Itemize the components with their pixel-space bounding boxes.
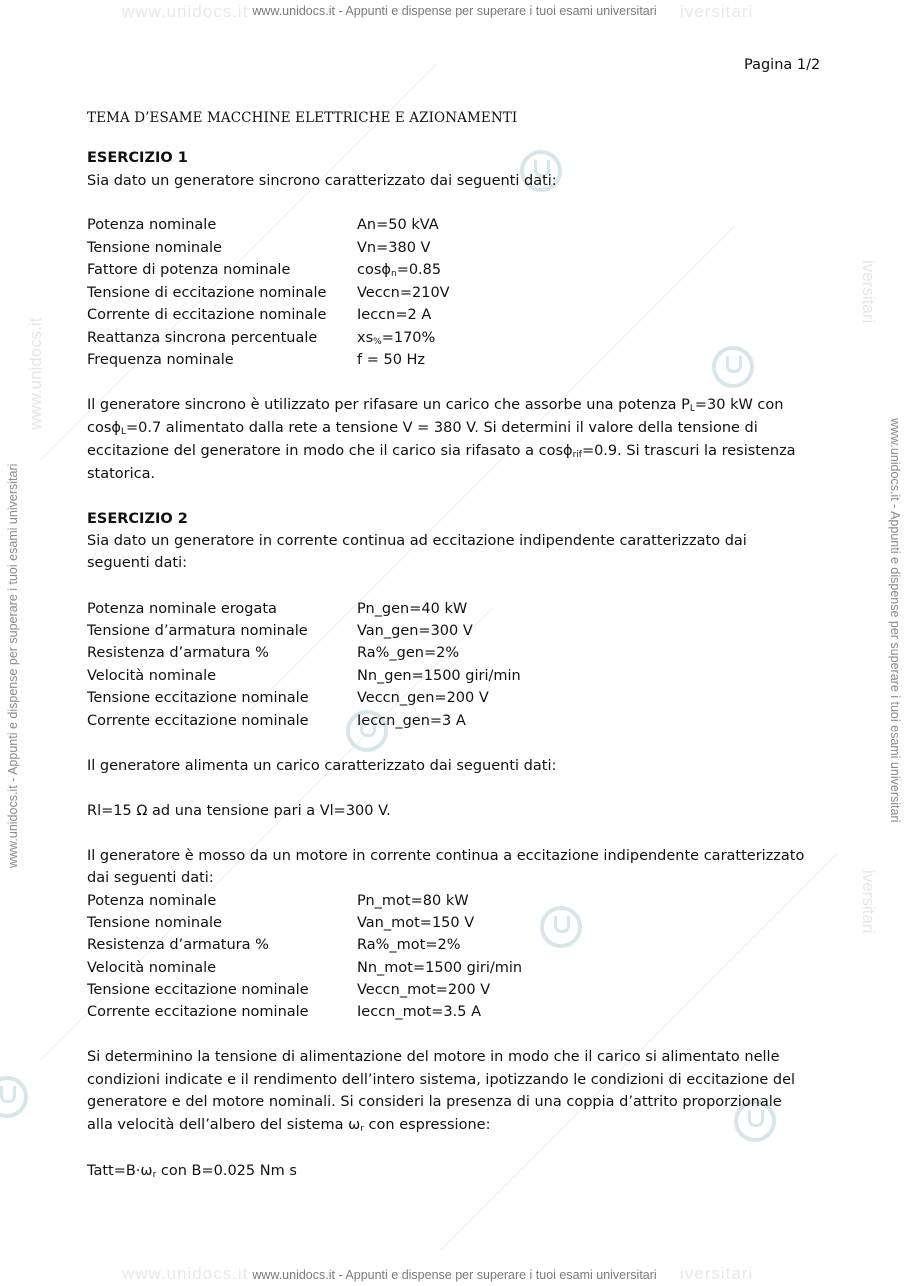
ex2-motor-row-label: Tensione nominale [87,915,222,931]
exercise-1-heading: ESERCIZIO 1 [87,150,188,166]
ex2-row-label: Potenza nominale erogata [87,601,277,617]
ex2-row-label: Velocità nominale [87,668,217,684]
ex2-motor-row-label: Resistenza d’armatura % [87,937,269,953]
ex1-row-label: Potenza nominale [87,217,217,233]
ex2-row-label: Corrente eccitazione nominale [87,713,309,729]
watermark-logo-icon [712,346,754,388]
ex2-row-value: Van_gen=300 V [357,623,473,639]
ex1-paragraph-line: eccitazione del generatore in modo che il carico sia rifasato a cosϕ$_{rif}$=0.9. Si trascuri la resistenza [87,443,796,460]
ex1-row-value: $xs_{\%}=170\%$ [357,330,436,347]
ex2-row-value: Pn_gen=40 kW [357,601,468,617]
ex1-row-value: Ieccn=2 A [357,307,432,323]
watermark-ghost-left: www.unidocs.it [26,317,45,430]
ex2-motor-row-label: Tensione eccitazione nominale [87,982,309,998]
ex1-row-label: Tensione di eccitazione nominale [87,285,327,301]
ex1-row-value: f = 50 Hz [357,352,426,368]
watermark-ghost-top: www.unidocs.it [122,2,249,21]
ex2-motor-row-value: Van_mot=150 V [357,915,475,931]
watermark-right: www.unidocs.it - Appunti e dispense per superare i tuoi esami universitari [888,418,902,823]
watermark-left: www.unidocs.it - Appunti e dispense per superare i tuoi esami universitari [6,463,20,868]
ex2-formula: $Tatt=B\cdot\omega_r$ con B=0.025 Nm s [87,1163,297,1180]
ex1-row-label: Fattore di potenza nominale [87,262,291,278]
ex2-row-label: Tensione eccitazione nominale [87,690,309,706]
ex2-final-line: generatore e del motore nominali. Si consideri la presenza di una coppia d’attrito proporzionale [87,1094,782,1110]
ex2-motor-intro: dai seguenti dati: [87,870,214,886]
watermark-ghost-bottom: www.unidocs.it [122,1264,249,1283]
document-title: TEMA D’ESAME MACCHINE ELETTRICHE E AZIONAMENTI [87,110,518,126]
exercise-1-intro: Sia dato un generatore sincrono caratterizzato dai seguenti dati: [87,173,557,189]
ex2-motor-row-value: Pn_mot=80 kW [357,893,469,909]
ex1-row-value: An=50 kVA [357,217,439,233]
ex2-row-value: Ieccn_gen=3 A [357,713,466,729]
watermark-top: www.unidocs.it - Appunti e dispense per superare i tuoi esami universitari [252,4,657,18]
exercise-2-intro: Sia dato un generatore in corrente continua ad eccitazione indipendente caratterizzato dai [87,533,747,549]
ex1-paragraph-line: statorica. [87,466,156,482]
watermark-logo-icon [0,1076,28,1118]
ex2-motor-row-value: Veccn_mot=200 V [357,982,491,998]
ex1-row-label: Reattanza sincrona percentuale [87,330,318,346]
watermark-logo-icon [540,906,582,948]
exercise-2-heading: ESERCIZIO 2 [87,511,188,527]
ex1-row-label: Frequenza nominale [87,352,234,368]
ex1-paragraph-line: cosϕ$_L$=0.7 alimentato dalla rete a tensione V = 380 V. Si determini il valore della tensione di [87,420,758,437]
ex2-row-label: Resistenza d’armatura % [87,645,269,661]
ex2-motor-row-label: Potenza nominale [87,893,217,909]
ex2-row-value: Nn_gen=1500 giri/min [357,668,521,684]
ex2-row-value: Ra%_gen=2% [357,645,460,661]
ex2-motor-row-value: Ra%_mot=2% [357,937,461,953]
ex2-motor-row-value: Ieccn_mot=3.5 A [357,1004,482,1020]
ex1-row-label: Tensione nominale [87,240,222,256]
page-number: Pagina 1/2 [744,57,821,73]
exercise-2-intro: seguenti dati: [87,555,187,571]
ex1-paragraph-line: Il generatore sincrono è utilizzato per rifasare un carico che assorbe una potenza $P_L=30$ kW con [87,397,784,414]
ex1-row-value: Vn=380 V [357,240,431,256]
ex2-final-line: Si determinino la tensione di alimentazione del motore in modo che il carico si alimentato nelle [87,1049,780,1065]
ex2-motor-intro: Il generatore è mosso da un motore in corrente continua a eccitazione indipendente caratterizzato [87,848,805,864]
watermark-ghost-right: iversitari [859,260,878,324]
ex2-motor-row-label: Velocità nominale [87,960,217,976]
ex1-row-label: Corrente di eccitazione nominale [87,307,327,323]
ex2-load-intro: Il generatore alimenta un carico caratterizzato dai seguenti dati: [87,758,557,774]
watermark-bottom: www.unidocs.it - Appunti e dispense per superare i tuoi esami universitari [252,1268,657,1282]
watermark-ghost-top-right: iversitari [680,2,754,21]
watermark-ghost-right-bottom: iversitari [859,870,878,934]
ex2-load: Rl=15 Ω ad una tensione pari a Vl=300 V. [87,803,391,819]
ex2-final-line: condizioni indicate e il rendimento dell’intero sistema, ipotizzando le condizioni di eccitazione del [87,1072,796,1088]
ex1-row-value: Veccn=210V [357,285,450,301]
ex1-row-value: cosϕ$_n$=0.85 [357,262,442,279]
ex2-final-line: alla velocità dell’albero del sistema $\omega_r$ con espressione: [87,1117,491,1134]
ex2-motor-row-value: Nn_mot=1500 giri/min [357,960,523,976]
watermark-ghost-bottom-right: iversitari [680,1264,754,1283]
ex2-row-label: Tensione d’armatura nominale [87,623,308,639]
ex2-motor-row-label: Corrente eccitazione nominale [87,1004,309,1020]
ex2-row-value: Veccn_gen=200 V [357,690,489,706]
